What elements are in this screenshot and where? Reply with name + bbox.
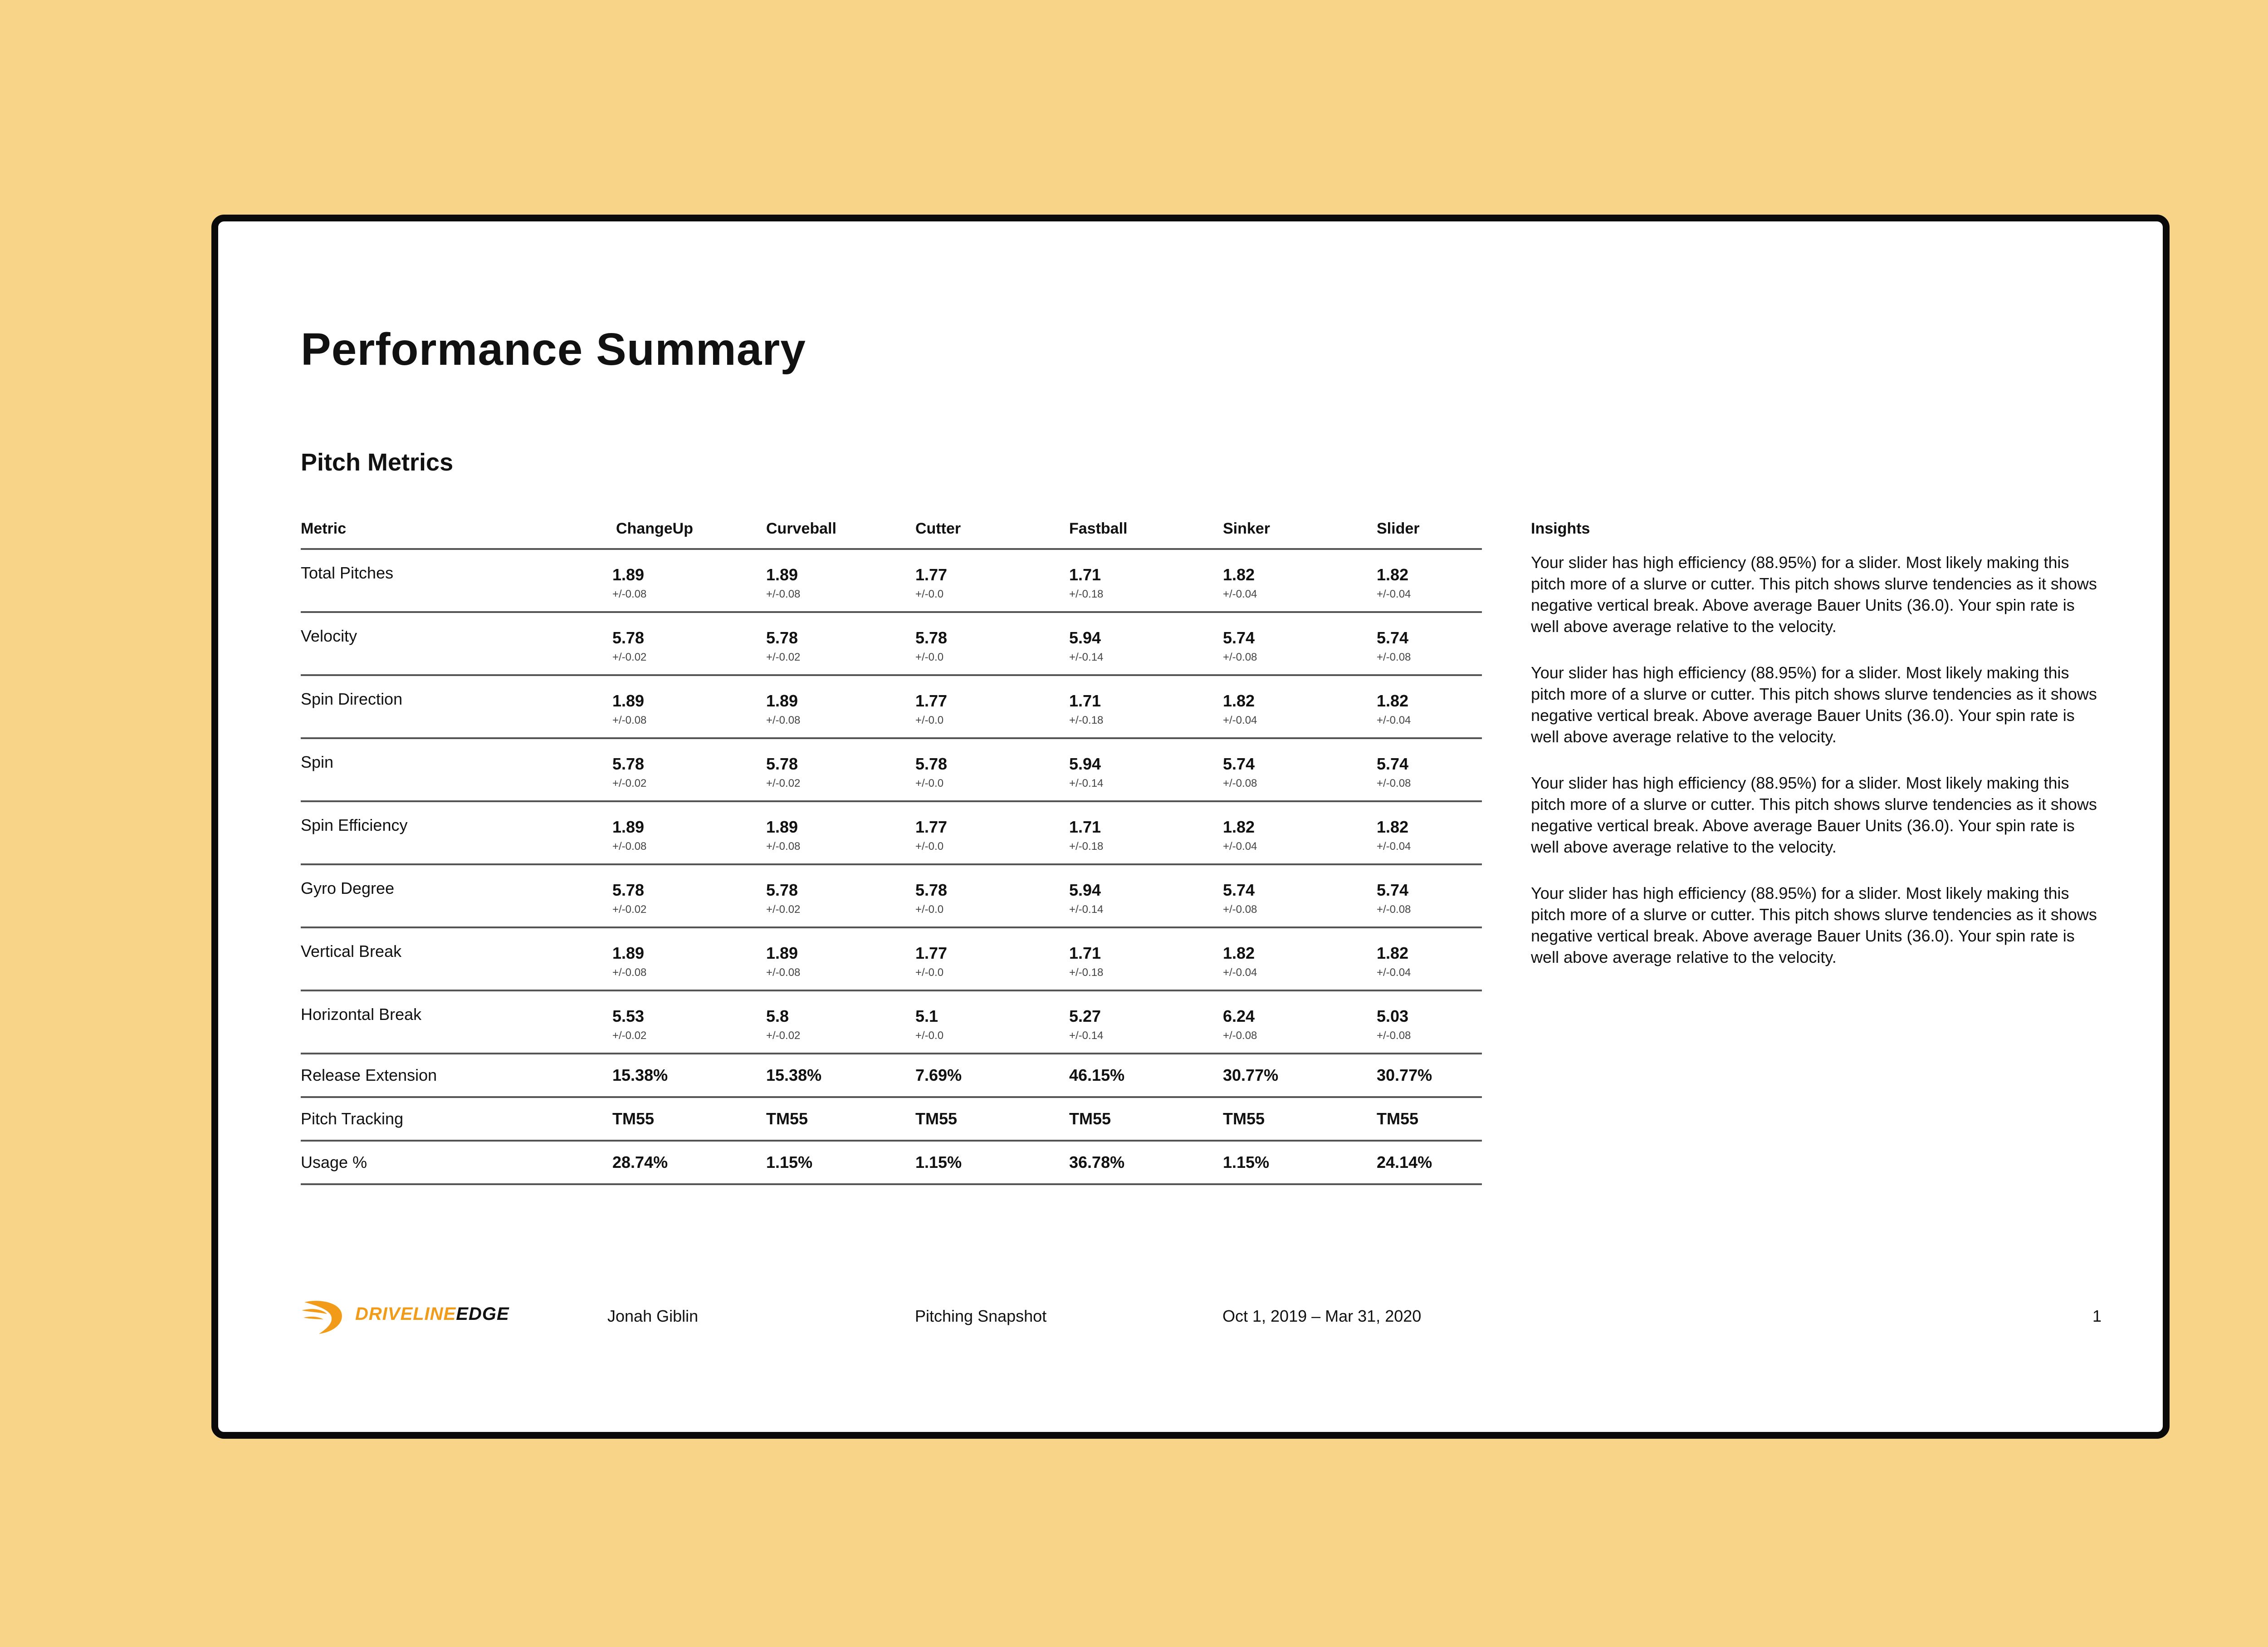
metric-name: Pitch Tracking [301, 1097, 608, 1141]
metric-value: 1.15% [766, 1153, 813, 1172]
metric-value: 5.74 [1377, 628, 1409, 647]
metric-cell [608, 1097, 762, 1141]
metric-cell [608, 801, 762, 864]
metric-value: 1.82 [1377, 944, 1409, 962]
metric-value: 1.82 [1223, 944, 1255, 962]
metric-value: 5.78 [612, 628, 645, 647]
page-title: Performance Summary [301, 324, 806, 375]
metric-cell [762, 675, 915, 738]
column-header-fastball: Fastball [1069, 510, 1223, 549]
metric-value: 36.78% [1069, 1153, 1125, 1172]
metric-error: +/-0.08 [1223, 651, 1257, 663]
metric-cell [1377, 927, 1482, 990]
metric-cell [1377, 1141, 1482, 1184]
metric-value: 5.53 [612, 1007, 645, 1025]
metric-value: 5.27 [1069, 1007, 1101, 1025]
metric-value: 1.89 [612, 691, 645, 710]
metric-value: 1.71 [1069, 818, 1101, 836]
metric-value: 5.74 [1377, 755, 1409, 773]
metric-cell [762, 801, 915, 864]
metric-value: 1.82 [1377, 565, 1409, 584]
metric-name: Spin Direction [301, 675, 608, 738]
table-row [301, 801, 1482, 864]
metric-cell [1223, 549, 1377, 612]
metric-cell [1377, 675, 1482, 738]
column-header-changeup: ChangeUp [608, 510, 762, 549]
metric-value: 1.15% [1223, 1153, 1270, 1172]
metric-error: +/-0.08 [1377, 651, 1411, 663]
metric-cell [915, 1141, 1069, 1184]
metric-value: TM55 [766, 1109, 808, 1128]
footer-report-name: Pitching Snapshot [915, 1307, 1047, 1325]
metric-cell [762, 927, 915, 990]
metric-value: 1.82 [1223, 691, 1255, 710]
metric-name: Total Pitches [301, 549, 608, 612]
metric-cell [1223, 675, 1377, 738]
metric-error: +/-0.08 [612, 714, 647, 726]
metric-error: +/-0.14 [1069, 903, 1104, 916]
metric-error: +/-0.08 [1377, 1029, 1411, 1042]
table-row [301, 1097, 1482, 1141]
metric-cell [1069, 1141, 1223, 1184]
metric-cell [915, 927, 1069, 990]
insight-paragraph: Your slider has high efficiency (88.95%) for a slider. Most likely making this pitch more of a slurve or cutter. This pitch shows slurve tendencies as it shows negative vertical break. Above average Bauer Units (36.0). Your spin rate is well above average relative to the velocity. [1531, 553, 2097, 636]
column-header-slider: Slider [1377, 510, 1482, 549]
metric-value: 30.77% [1223, 1066, 1279, 1084]
metric-error: +/-0.04 [1377, 840, 1411, 853]
metric-error: +/-0.08 [1223, 903, 1257, 916]
metric-cell [762, 549, 915, 612]
metric-value: 7.69% [915, 1066, 962, 1084]
metric-error: +/-0.18 [1069, 966, 1104, 979]
logo-text-edge: EDGE [456, 1304, 509, 1324]
metric-value: 5.78 [612, 755, 645, 773]
footer-page-number: 1 [2092, 1307, 2102, 1325]
footer-athlete-name: Jonah Giblin [607, 1307, 699, 1325]
metric-cell [915, 801, 1069, 864]
metric-error: +/-0.04 [1223, 966, 1257, 979]
metric-cell [608, 990, 762, 1054]
metric-error: +/-0.02 [612, 903, 647, 916]
table-row [301, 1141, 1482, 1184]
metric-value: 1.89 [766, 818, 798, 836]
metric-value: 1.71 [1069, 944, 1101, 962]
column-header-cutter: Cutter [915, 510, 1069, 549]
metric-cell [762, 1054, 915, 1097]
metric-cell [762, 1141, 915, 1184]
metric-name: Gyro Degree [301, 864, 608, 927]
metric-cell [1223, 927, 1377, 990]
metric-error: +/-0.08 [766, 840, 801, 853]
metric-cell [1377, 612, 1482, 675]
metric-name: Spin Efficiency [301, 801, 608, 864]
metric-value: 1.77 [915, 818, 948, 836]
metric-cell [915, 1054, 1069, 1097]
metric-value: 5.78 [915, 881, 948, 899]
metric-value: 5.1 [915, 1007, 938, 1025]
metric-value: 1.77 [915, 691, 948, 710]
metric-cell [1069, 1054, 1223, 1097]
metric-error: +/-0.08 [766, 714, 801, 726]
metric-error: +/-0.02 [766, 651, 801, 663]
report-page [211, 215, 2170, 1439]
metric-name: Spin [301, 738, 608, 801]
metric-error: +/-0.04 [1377, 714, 1411, 726]
metric-error: +/-0.04 [1223, 714, 1257, 726]
metric-error: +/-0.18 [1069, 714, 1104, 726]
metric-error: +/-0.14 [1069, 1029, 1104, 1042]
metric-cell [915, 990, 1069, 1054]
metric-value: 5.8 [766, 1007, 789, 1025]
metric-value: 6.24 [1223, 1007, 1255, 1025]
metric-error: +/-0.02 [612, 651, 647, 663]
metric-cell [608, 864, 762, 927]
metric-value: 5.74 [1223, 628, 1255, 647]
metric-error: +/-0.0 [915, 651, 944, 663]
pitch-metrics-table [301, 510, 1482, 1185]
metric-value: 5.78 [612, 881, 645, 899]
metric-cell [762, 738, 915, 801]
metric-cell [1223, 990, 1377, 1054]
metric-value: 5.78 [915, 755, 948, 773]
metric-value: 5.78 [766, 628, 798, 647]
metric-error: +/-0.14 [1069, 651, 1104, 663]
metric-error: +/-0.0 [915, 840, 944, 853]
metric-value: 1.82 [1377, 691, 1409, 710]
metric-cell [608, 1141, 762, 1184]
metric-value: 5.74 [1377, 881, 1409, 899]
metric-value: 1.89 [612, 818, 645, 836]
metric-value: 5.78 [915, 628, 948, 647]
metric-error: +/-0.02 [766, 777, 801, 789]
metric-error: +/-0.02 [766, 1029, 801, 1042]
metric-value: 5.94 [1069, 628, 1101, 647]
metric-value: 1.82 [1377, 818, 1409, 836]
metric-cell [1377, 864, 1482, 927]
metric-cell [608, 738, 762, 801]
metric-error: +/-0.04 [1223, 588, 1257, 600]
metric-value: 5.74 [1223, 881, 1255, 899]
metric-cell [608, 675, 762, 738]
metric-value: 1.15% [915, 1153, 962, 1172]
column-header-curveball: Curveball [762, 510, 915, 549]
table-row [301, 738, 1482, 801]
metric-error: +/-0.08 [1223, 1029, 1257, 1042]
metric-error: +/-0.08 [612, 588, 647, 600]
metric-value: TM55 [915, 1109, 958, 1128]
page-footer [301, 1293, 2102, 1338]
metric-value: 5.94 [1069, 881, 1101, 899]
metric-cell [1377, 1097, 1482, 1141]
metric-cell [915, 612, 1069, 675]
metric-value: 5.74 [1223, 755, 1255, 773]
column-header-sinker: Sinker [1223, 510, 1377, 549]
table-row [301, 927, 1482, 990]
metric-cell [1069, 1097, 1223, 1141]
metric-cell [915, 738, 1069, 801]
metric-value: 28.74% [612, 1153, 668, 1172]
metric-error: +/-0.08 [1377, 903, 1411, 916]
insights-heading: Insights [1531, 520, 1590, 537]
table-row [301, 549, 1482, 612]
metric-value: 1.77 [915, 944, 948, 962]
metric-error: +/-0.08 [766, 588, 801, 600]
metric-cell [1223, 612, 1377, 675]
metric-cell [762, 1097, 915, 1141]
metric-value: 1.89 [766, 944, 798, 962]
metric-value: 1.89 [766, 565, 798, 584]
insight-paragraph: Your slider has high efficiency (88.95%) for a slider. Most likely making this pitch more of a slurve or cutter. This pitch shows slurve tendencies as it shows negative vertical break. Above average Bauer Units (36.0). Your spin rate is well above average relative to the velocity. [1531, 884, 2097, 966]
column-header-metric: Metric [301, 510, 608, 549]
metric-value: 1.71 [1069, 565, 1101, 584]
metric-value: 5.94 [1069, 755, 1101, 773]
metric-cell [915, 864, 1069, 927]
metric-name: Horizontal Break [301, 990, 608, 1054]
metric-error: +/-0.08 [1223, 777, 1257, 789]
metric-cell [1223, 1054, 1377, 1097]
metric-value: 1.82 [1223, 565, 1255, 584]
table-row [301, 990, 1482, 1054]
metric-cell [608, 1054, 762, 1097]
metric-cell [762, 864, 915, 927]
metric-value: TM55 [1223, 1109, 1265, 1128]
metric-error: +/-0.02 [612, 777, 647, 789]
table-header-row [301, 510, 1482, 549]
metric-value: 5.78 [766, 881, 798, 899]
metric-value: TM55 [1377, 1109, 1419, 1128]
driveline-edge-logo [301, 1293, 518, 1338]
metric-cell [762, 990, 915, 1054]
metric-cell [1223, 738, 1377, 801]
metric-error: +/-0.08 [612, 966, 647, 979]
metric-error: +/-0.02 [612, 1029, 647, 1042]
metric-value: 1.89 [612, 944, 645, 962]
metric-cell [1069, 864, 1223, 927]
metric-error: +/-0.04 [1377, 966, 1411, 979]
metric-cell [1377, 738, 1482, 801]
metric-cell [915, 1097, 1069, 1141]
metric-error: +/-0.0 [915, 966, 944, 979]
table-row [301, 864, 1482, 927]
metric-error: +/-0.08 [766, 966, 801, 979]
metric-value: 5.03 [1377, 1007, 1409, 1025]
metric-cell [1377, 549, 1482, 612]
table-row [301, 675, 1482, 738]
insight-paragraph: Your slider has high efficiency (88.95%) for a slider. Most likely making this pitch more of a slurve or cutter. This pitch shows slurve tendencies as it shows negative vertical break. Above average Bauer Units (36.0). Your spin rate is well above average relative to the velocity. [1531, 774, 2097, 856]
metric-cell [1069, 927, 1223, 990]
metric-cell [1377, 801, 1482, 864]
metric-name: Velocity [301, 612, 608, 675]
metric-error: +/-0.0 [915, 777, 944, 789]
metric-value: 1.89 [612, 565, 645, 584]
table-row [301, 612, 1482, 675]
metric-cell [1069, 549, 1223, 612]
metric-cell [915, 675, 1069, 738]
metric-cell [1223, 864, 1377, 927]
metric-value: 30.77% [1377, 1066, 1432, 1084]
metric-name: Vertical Break [301, 927, 608, 990]
metric-error: +/-0.0 [915, 903, 944, 916]
insights-panel [1531, 510, 2100, 989]
insight-paragraph: Your slider has high efficiency (88.95%) for a slider. Most likely making this pitch more of a slurve or cutter. This pitch shows slurve tendencies as it shows negative vertical break. Above average Bauer Units (36.0). Your spin rate is well above average relative to the velocity. [1531, 663, 2097, 746]
metric-value: 5.78 [766, 755, 798, 773]
metric-name: Release Extension [301, 1054, 608, 1097]
metric-cell [1069, 675, 1223, 738]
metric-value: 1.82 [1223, 818, 1255, 836]
table-row [301, 1054, 1482, 1097]
metric-error: +/-0.18 [1069, 840, 1104, 853]
metric-cell [915, 549, 1069, 612]
metric-error: +/-0.08 [612, 840, 647, 853]
metric-error: +/-0.18 [1069, 588, 1104, 600]
section-title: Pitch Metrics [301, 449, 454, 476]
metric-cell [1223, 1097, 1377, 1141]
metric-error: +/-0.04 [1223, 840, 1257, 853]
metric-value: 1.77 [915, 565, 948, 584]
metric-value: TM55 [612, 1109, 655, 1128]
metric-cell [608, 549, 762, 612]
metric-value: 1.71 [1069, 691, 1101, 710]
logo-text-driveline: DRIVELINE [355, 1304, 456, 1324]
metric-error: +/-0.0 [915, 714, 944, 726]
metric-name: Usage % [301, 1141, 608, 1184]
metric-cell [1223, 801, 1377, 864]
metric-value: 15.38% [766, 1066, 822, 1084]
driveline-swoosh-icon [301, 1297, 351, 1338]
footer-date-range: Oct 1, 2019 – Mar 31, 2020 [1222, 1307, 1422, 1325]
metric-cell [1069, 612, 1223, 675]
metric-error: +/-0.04 [1377, 588, 1411, 600]
metric-cell [608, 927, 762, 990]
metric-cell [1223, 1141, 1377, 1184]
metric-cell [608, 612, 762, 675]
metric-value: 15.38% [612, 1066, 668, 1084]
metric-cell [1377, 990, 1482, 1054]
metric-value: 1.89 [766, 691, 798, 710]
metric-cell [1069, 990, 1223, 1054]
metric-cell [1069, 738, 1223, 801]
metric-error: +/-0.14 [1069, 777, 1104, 789]
metric-error: +/-0.02 [766, 903, 801, 916]
metric-cell [1377, 1054, 1482, 1097]
metric-value: TM55 [1069, 1109, 1111, 1128]
metric-error: +/-0.0 [915, 1029, 944, 1042]
metric-error: +/-0.0 [915, 588, 944, 600]
metric-cell [762, 612, 915, 675]
metric-error: +/-0.08 [1377, 777, 1411, 789]
metric-value: 24.14% [1377, 1153, 1432, 1172]
metric-value: 46.15% [1069, 1066, 1125, 1084]
metric-cell [1069, 801, 1223, 864]
